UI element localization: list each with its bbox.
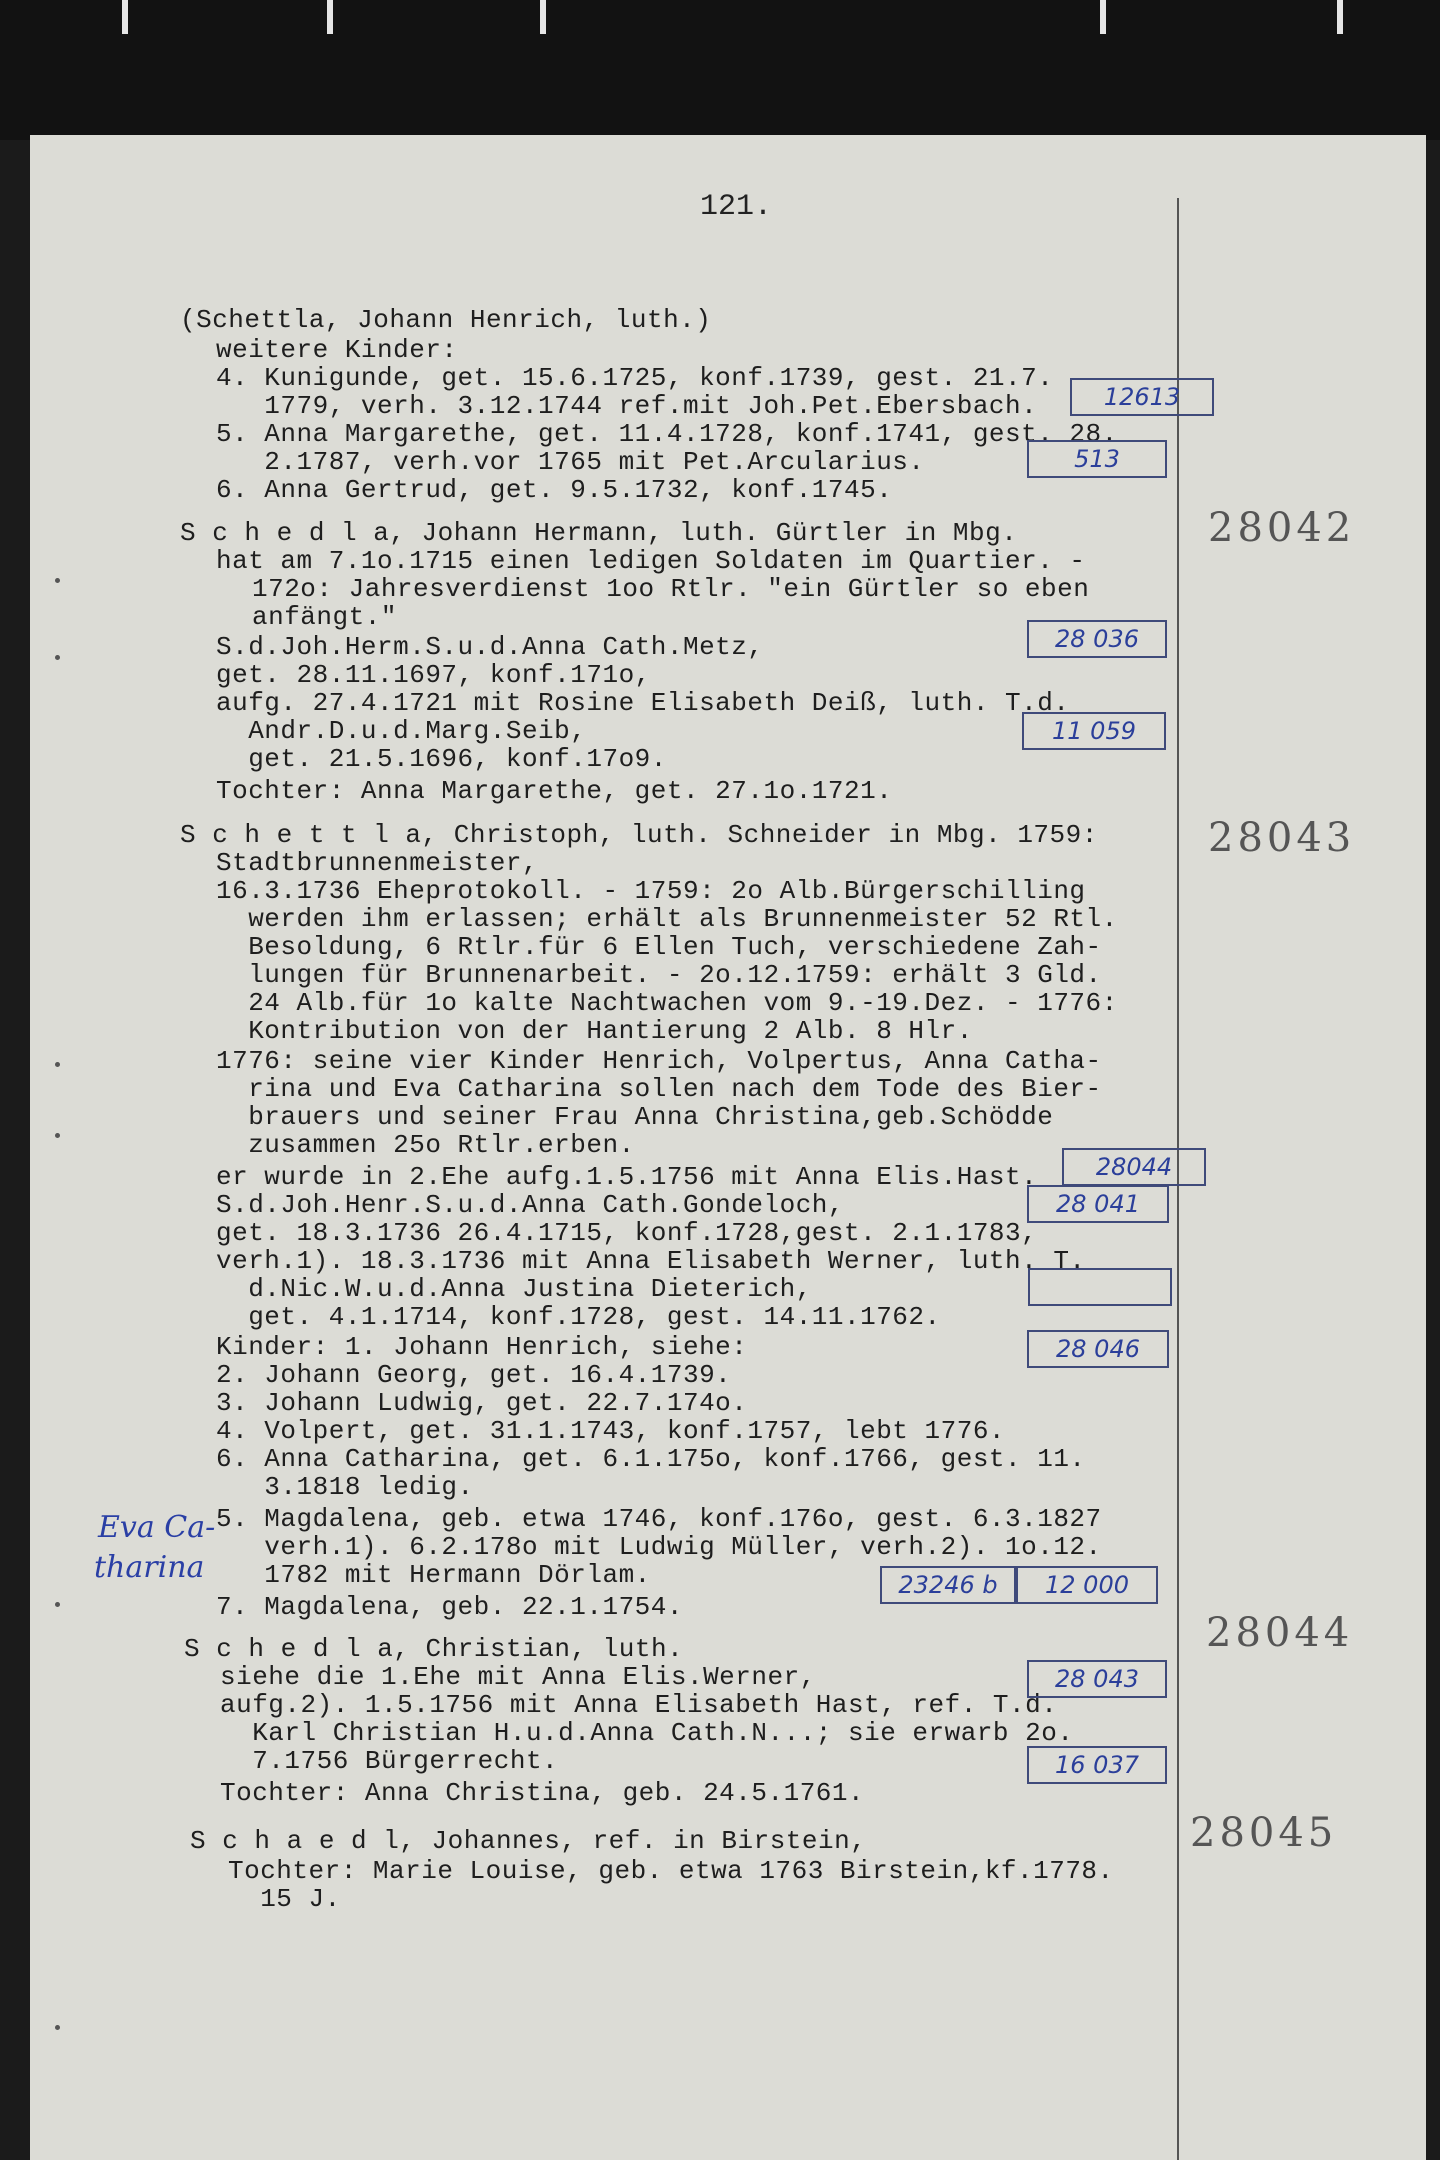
index-box: 28 043: [1027, 1660, 1167, 1698]
text-line: get. 28.11.1697, konf.171o,: [216, 660, 651, 690]
margin-stamp: 28045: [1190, 1810, 1338, 1856]
page-number: 121.: [700, 190, 773, 224]
text-line: 3.1818 ledig.: [216, 1472, 474, 1502]
index-box: 12613: [1070, 378, 1214, 416]
text-line: S.d.Joh.Herm.S.u.d.Anna Cath.Metz,: [216, 632, 764, 662]
text-line: 6. Anna Gertrud, get. 9.5.1732, konf.1745.: [216, 475, 893, 505]
film-tick: [327, 0, 333, 34]
text-line: 2. Johann Georg, get. 16.4.1739.: [216, 1360, 732, 1390]
text-line: 1776: seine vier Kinder Henrich, Volpertus, Anna Catha-: [216, 1046, 1102, 1076]
film-tick: [540, 0, 546, 34]
text-line: zusammen 25o Rtlr.erben.: [216, 1130, 635, 1160]
margin-stamp: 28042: [1208, 505, 1356, 551]
text-line: S c h e t t l a, Christoph, luth. Schneider in Mbg. 1759:: [180, 820, 1098, 850]
text-line: get. 4.1.1714, konf.1728, gest. 14.11.1762.: [216, 1302, 941, 1332]
text-line: brauers und seiner Frau Anna Christina,geb.Schödde: [216, 1102, 1054, 1132]
text-line: (Schettla, Johann Henrich, luth.): [180, 305, 712, 335]
text-line: S c h e d l a, Christian, luth.: [184, 1634, 684, 1664]
text-line: Tochter: Anna Christina, geb. 24.5.1761.: [220, 1778, 865, 1808]
handwritten-note: Eva Ca-: [98, 1510, 216, 1545]
film-tick: [1100, 0, 1106, 34]
film-border-top: [0, 0, 1440, 140]
text-line: Kontribution von der Hantierung 2 Alb. 8 Hlr.: [216, 1016, 973, 1046]
text-line: Stadtbrunnenmeister,: [216, 848, 539, 878]
margin-stamp: 28044: [1206, 1610, 1354, 1656]
text-line: hat am 7.1o.1715 einen ledigen Soldaten im Quartier. -: [216, 546, 1086, 576]
index-box: 12 000: [1016, 1566, 1158, 1604]
index-box: [1028, 1268, 1172, 1306]
index-box: 28044: [1062, 1148, 1206, 1186]
text-line: Andr.D.u.d.Marg.Seib,: [216, 716, 587, 746]
text-line: 7.1756 Bürgerrecht.: [220, 1746, 559, 1776]
handwritten-note: tharina: [94, 1550, 205, 1585]
index-box: 23246 b: [880, 1566, 1016, 1604]
film-tick: [122, 0, 128, 34]
text-line: werden ihm erlassen; erhält als Brunnenmeister 52 Rtl.: [216, 904, 1118, 934]
text-line: 6. Anna Catharina, get. 6.1.175o, konf.1766, gest. 11.: [216, 1444, 1086, 1474]
index-box: 28 041: [1027, 1185, 1169, 1223]
text-line: S c h e d l a, Johann Hermann, luth. Gürtler in Mbg.: [180, 518, 1018, 548]
text-line: 16.3.1736 Eheprotokoll. - 1759: 2o Alb.Bürgerschilling: [216, 876, 1086, 906]
film-tick: [1337, 0, 1343, 34]
text-line: S c h a e d l, Johannes, ref. in Birstein,: [190, 1826, 867, 1856]
text-line: 4. Volpert, get. 31.1.1743, konf.1757, lebt 1776.: [216, 1416, 1006, 1446]
index-box: 513: [1027, 440, 1167, 478]
text-line: 5. Anna Margarethe, get. 11.4.1728, konf.1741, gest. 28.: [216, 419, 1118, 449]
text-line: aufg. 27.4.1721 mit Rosine Elisabeth Deiß, luth. T.d.: [216, 688, 1070, 718]
text-line: weitere Kinder:: [216, 335, 458, 365]
text-line: anfängt.": [252, 602, 397, 632]
text-line: 7. Magdalena, geb. 22.1.1754.: [216, 1592, 683, 1622]
margin-dot: [55, 1062, 60, 1067]
margin-stamp: 28043: [1208, 815, 1356, 861]
text-line: 24 Alb.für 1o kalte Nachtwachen vom 9.-19.Dez. - 1776:: [216, 988, 1118, 1018]
margin-dot: [55, 2025, 60, 2030]
text-line: Besoldung, 6 Rtlr.für 6 Ellen Tuch, verschiedene Zah-: [216, 932, 1102, 962]
text-line: S.d.Joh.Henr.S.u.d.Anna Cath.Gondeloch,: [216, 1190, 844, 1220]
text-line: verh.1). 18.3.1736 mit Anna Elisabeth Werner, luth. T.: [216, 1246, 1086, 1276]
index-box: 28 036: [1027, 620, 1167, 658]
text-line: 1782 mit Hermann Dörlam.: [216, 1560, 651, 1590]
text-line: 3. Johann Ludwig, get. 22.7.174o.: [216, 1388, 748, 1418]
text-line: get. 18.3.1736 26.4.1715, konf.1728,gest. 2.1.1783,: [216, 1218, 1038, 1248]
text-line: 4. Kunigunde, get. 15.6.1725, konf.1739, gest. 21.7.: [216, 363, 1054, 393]
text-line: rina und Eva Catharina sollen nach dem Tode des Bier-: [216, 1074, 1102, 1104]
text-line: Tochter: Anna Margarethe, get. 27.1o.1721.: [216, 776, 893, 806]
text-line: verh.1). 6.2.178o mit Ludwig Müller, verh.2). 1o.12.: [216, 1532, 1102, 1562]
margin-dot: [55, 655, 60, 660]
text-line: 2.1787, verh.vor 1765 mit Pet.Arcularius.: [216, 447, 925, 477]
text-line: 1779, verh. 3.12.1744 ref.mit Joh.Pet.Ebersbach.: [216, 391, 1038, 421]
text-line: 5. Magdalena, geb. etwa 1746, konf.176o, gest. 6.3.1827: [216, 1504, 1102, 1534]
text-line: siehe die 1.Ehe mit Anna Elis.Werner,: [220, 1662, 816, 1692]
text-line: er wurde in 2.Ehe aufg.1.5.1756 mit Anna Elis.Hast.: [216, 1162, 1038, 1192]
text-line: Karl Christian H.u.d.Anna Cath.N...; sie erwarb 2o.: [220, 1718, 1074, 1748]
text-line: aufg.2). 1.5.1756 mit Anna Elisabeth Hast, ref. T.d.: [220, 1690, 1058, 1720]
text-line: 172o: Jahresverdienst 1oo Rtlr. "ein Gürtler so eben: [252, 574, 1090, 604]
margin-dot: [55, 1133, 60, 1138]
margin-dot: [55, 1602, 60, 1607]
text-line: lungen für Brunnenarbeit. - 2o.12.1759: erhält 3 Gld.: [216, 960, 1102, 990]
text-line: Tochter: Marie Louise, geb. etwa 1763 Birstein,kf.1778.: [228, 1856, 1114, 1886]
text-line: d.Nic.W.u.d.Anna Justina Dieterich,: [216, 1274, 812, 1304]
text-line: 15 J.: [228, 1884, 341, 1914]
text-line: get. 21.5.1696, konf.17o9.: [216, 744, 667, 774]
text-line: Kinder: 1. Johann Henrich, siehe:: [216, 1332, 748, 1362]
index-box: 28 046: [1027, 1330, 1169, 1368]
index-box: 11 059: [1022, 712, 1166, 750]
margin-dot: [55, 578, 60, 583]
index-box: 16 037: [1027, 1746, 1167, 1784]
